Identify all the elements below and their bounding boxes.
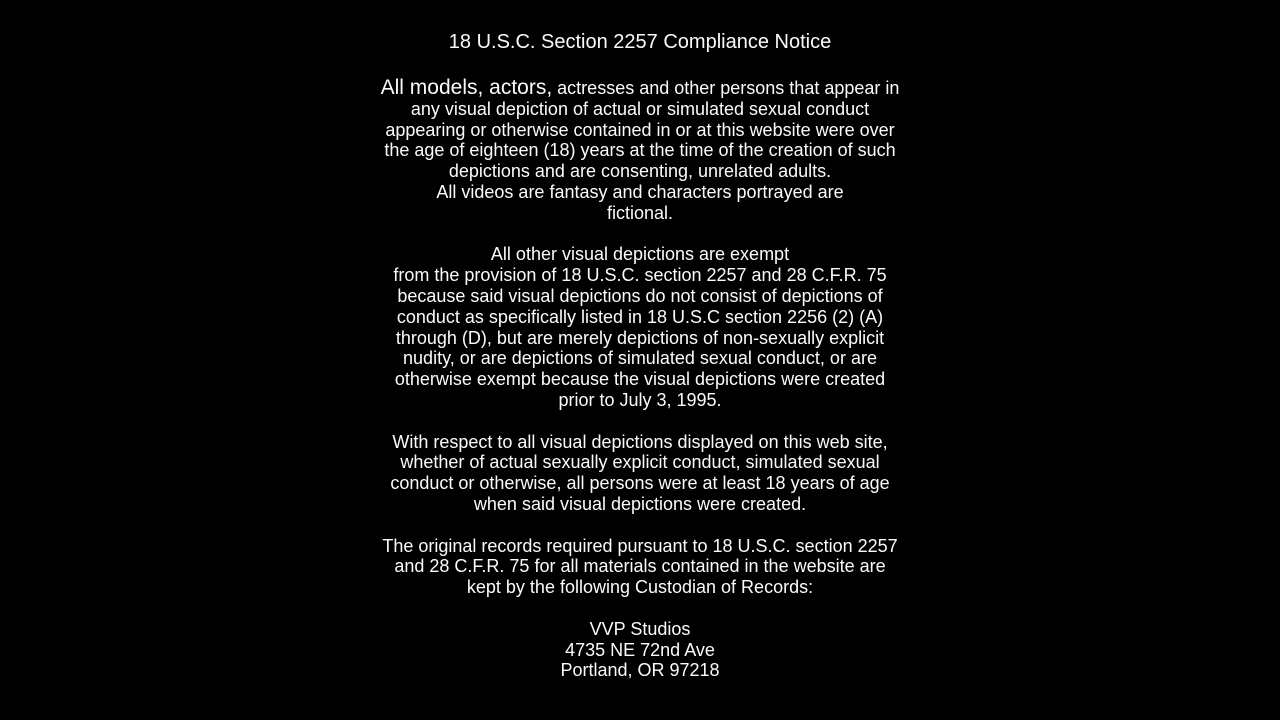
notice-line: whether of actual sexually explicit conduct, simulated sexual — [400, 452, 880, 473]
notice-line: conduct as specifically listed in 18 U.S.C section 2256 (2) (A) — [396, 306, 884, 327]
notice-line: appearing or otherwise contained in or at this website were over — [385, 119, 895, 140]
notice-title: 18 U.S.C. Section 2257 Compliance Notice — [448, 31, 832, 53]
notice-line: from the provision of 18 U.S.C. section 2257 and 28 C.F.R. 75 — [393, 265, 887, 286]
notice-line: prior to July 3, 1995. — [558, 389, 722, 410]
paragraph-models-statement — [320, 78, 960, 224]
notice-line: when said visual depictions were created. — [473, 493, 807, 514]
notice-line: All other visual depictions are exempt — [490, 244, 790, 265]
notice-line — [320, 78, 960, 99]
notice-line: All videos are fantasy and characters portrayed are — [436, 181, 844, 202]
compliance-notice — [320, 0, 960, 681]
notice-line: and 28 C.F.R. 75 for all materials contained in the website are — [394, 556, 886, 577]
notice-line: kept by the following Custodian of Records: — [466, 577, 814, 598]
notice-line: The original records required pursuant to 18 U.S.C. section 2257 — [382, 535, 898, 556]
notice-line: fictional. — [606, 202, 674, 223]
notice-line: because said visual depictions do not consist of depictions of — [397, 285, 883, 306]
paragraph-records-statement — [320, 536, 960, 598]
notice-line: otherwise exempt because the visual depictions were created — [394, 369, 886, 390]
notice-line: through (D), but are merely depictions of non-sexually explicit — [395, 327, 885, 348]
notice-line: With respect to all visual depictions displayed on this web site, — [392, 431, 888, 452]
notice-line: conduct or otherwise, all persons were at least 18 years of age — [390, 473, 890, 494]
notice-lead-rest: actresses and other persons that appear in — [552, 78, 900, 98]
notice-line: depictions and are consenting, unrelated adults. — [448, 161, 832, 182]
custodian-street: 4735 NE 72nd Ave — [565, 639, 715, 660]
notice-line: the age of eighteen (18) years at the time of the creation of such — [384, 140, 896, 161]
notice-line: any visual depiction of actual or simulated sexual conduct — [410, 98, 870, 119]
notice-line: nudity, or are depictions of simulated sexual conduct, or are — [403, 348, 877, 369]
notice-lead-large: All models, actors, — [380, 76, 553, 99]
custodian-city-state-zip: Portland, OR 97218 — [560, 660, 720, 681]
paragraph-exemptions — [320, 244, 960, 410]
custodian-name: VVP Studios — [589, 618, 691, 639]
paragraph-age-statement — [320, 432, 960, 515]
custodian-address-block — [320, 619, 960, 681]
